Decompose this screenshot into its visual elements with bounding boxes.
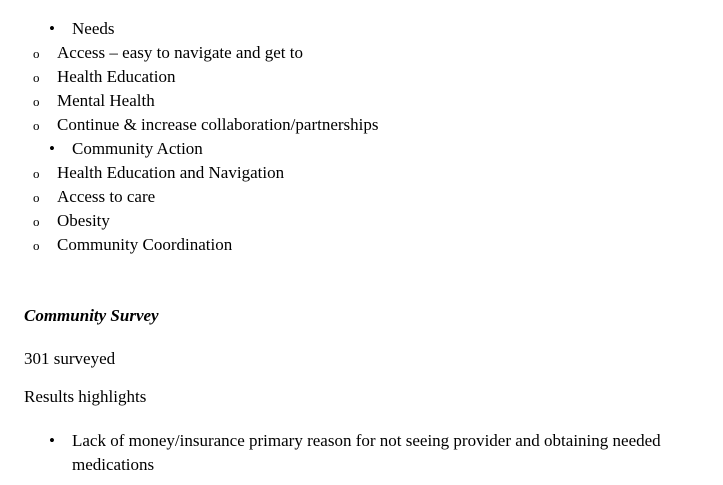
section-spacer (0, 257, 723, 305)
sub-item-label: Access to care (57, 187, 156, 206)
sub-list-container-community-action (0, 161, 723, 257)
bullet-icon: • (49, 431, 55, 450)
sub-item (0, 65, 723, 89)
circle-bullet-icon: o (33, 214, 40, 229)
outline-item-label: Community Action (72, 139, 203, 158)
outline-list (0, 17, 723, 257)
outline-item-label: Needs (72, 19, 115, 38)
sub-item (0, 41, 723, 65)
sub-list-needs (0, 41, 723, 137)
surveyed-count: 301 surveyed (24, 349, 116, 368)
sub-item-label: Health Education and Navigation (57, 163, 285, 182)
spacer (0, 408, 723, 429)
spacer (0, 370, 723, 386)
sub-item (0, 161, 723, 185)
spacer (0, 327, 723, 348)
sub-item (0, 185, 723, 209)
circle-bullet-icon: o (33, 70, 40, 85)
circle-bullet-icon: o (33, 94, 40, 109)
list-item-label: Lack of money/insurance primary reason for not seeing provider and obtaining needed medications (72, 431, 661, 474)
section-heading-community-survey: Community Survey (24, 306, 159, 325)
circle-bullet-icon: o (33, 46, 40, 61)
sub-item (0, 113, 723, 137)
sub-item (0, 233, 723, 257)
sub-item-label: Continue & increase collaboration/partnerships (57, 115, 379, 134)
circle-bullet-icon: o (33, 118, 40, 133)
sub-list-container-needs (0, 41, 723, 137)
bullet-icon: • (49, 19, 55, 38)
sub-item-label: Health Education (57, 67, 176, 86)
sub-item (0, 209, 723, 233)
bullet-icon: • (49, 139, 55, 158)
sub-item-label: Community Coordination (57, 235, 233, 254)
list-item (0, 429, 723, 477)
sub-item-label: Access – easy to navigate and get to (57, 43, 303, 62)
outline-item-needs (0, 17, 723, 41)
results-highlights-label: Results highlights (24, 387, 147, 406)
circle-bullet-icon: o (33, 190, 40, 205)
sub-list-community-action (0, 161, 723, 257)
sub-item-label: Mental Health (57, 91, 155, 110)
sub-item-label: Obesity (57, 211, 110, 230)
top-spacer (0, 0, 723, 17)
circle-bullet-icon: o (33, 238, 40, 253)
circle-bullet-icon: o (33, 166, 40, 181)
sub-item (0, 89, 723, 113)
outline-item-community-action (0, 137, 723, 161)
highlights-list (0, 429, 723, 477)
